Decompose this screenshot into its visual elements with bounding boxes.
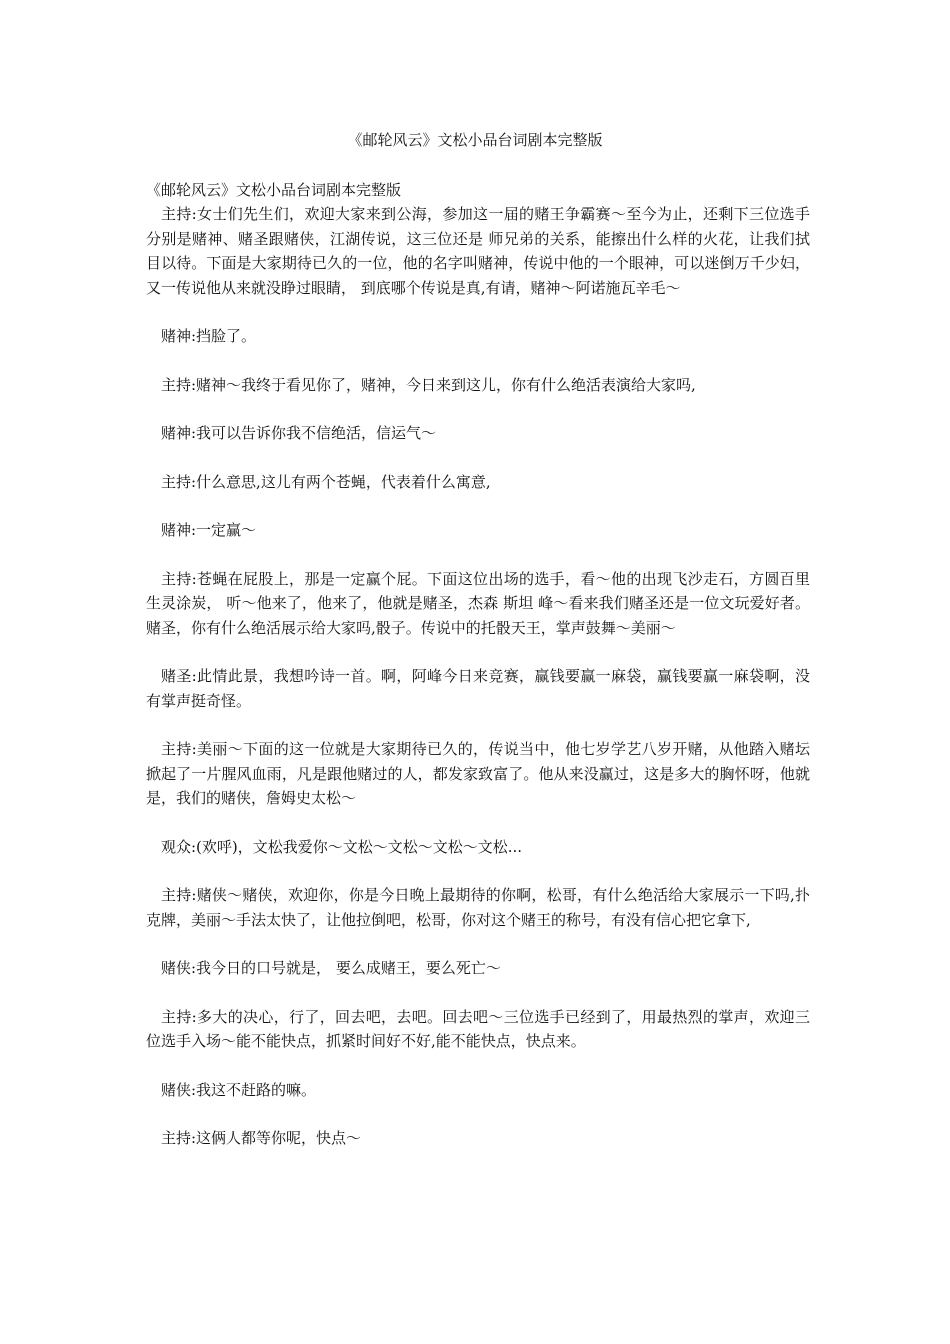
paragraph: 主持:女士们先生们，欢迎大家来到公海，参加这一届的赌王争霸赛～至今为止，还剩下三位选手分别是赌神、赌圣跟赌侠，江湖传说，这三位还是 师兄弟的关系，能擦出什么样的火花，让我们拭目以待。下面是大家期待已久的一位，他的名字叫赌神，传说中他的一个眼神，可以迷倒万千少妇，又一传说他从来就没睁过眼睛， 到底哪个传说是真,有请，赌神～阿诺施瓦辛毛～ [146, 205, 810, 297]
paragraph: 观众:(欢呼)，文松我爱你～文松～文松～文松～文松... [161, 837, 523, 856]
paragraph: 主持:这俩人都等你呢，快点～ [161, 1129, 362, 1147]
paragraph: 主持:美丽～下面的这一位就是大家期待已久的，传说当中，他七岁学艺八岁开赌，从他踏入赌坛掀起了一片腥风血雨，凡是跟他赌过的人，都发家致富了。他从来没赢过，这是多大的胸怀呀，他就是，我们的赌侠，詹姆史太松～ [146, 740, 810, 807]
paragraph: 赌圣:此情此景，我想吟诗一首。啊，阿峰今日来竞赛，赢钱要赢一麻袋，赢钱要赢一麻袋啊，没有掌声挺奇怪。 [146, 667, 810, 710]
paragraph: 主持:赌神～我终于看见你了，赌神，今日来到这儿，你有什么绝活表演给大家吗, [161, 375, 696, 394]
paragraph: 赌侠:我这不赶路的嘛。 [161, 1080, 317, 1099]
paragraph: 主持:多大的决心，行了，回去吧，去吧。回去吧～三位选手已经到了，用最热烈的掌声，欢迎三位选手入场～能不能快点，抓紧时间好不好,能不能快点，快点来。 [146, 1007, 810, 1050]
paragraph: 赌神:我可以告诉你我不信绝活，信运气～ [161, 424, 437, 442]
paragraph: 主持:苍蝇在屁股上，那是一定赢个屁。下面这位出场的选手，看～他的出现飞沙走石，方圆百里生灵涂炭， 听～他来了，他来了，他就是赌圣，杰森 斯坦 峰～看来我们赌圣还是一位文玩爱好者。赌圣，你有什么绝活展示给大家吗,骰子。传说中的托骰天王，掌声鼓舞～美丽～ [146, 569, 810, 637]
paragraph: 主持:赌侠～赌侠，欢迎你，你是今日晚上最期待的你啊，松哥，有什么绝活给大家展示一下吗,扑克牌，美丽～手法太快了，让他拉倒吧，松哥，你对这个赌王的称号，有没有信心把它拿下, [146, 886, 810, 929]
paragraph: 赌侠:我今日的口号就是， 要么成赌王，要么死亡～ [161, 959, 501, 977]
paragraph: 主持:什么意思,这儿有两个苍蝇，代表着什么寓意, [161, 472, 491, 491]
paragraph: 赌神:一定赢～ [161, 521, 257, 539]
document-body [146, 178, 810, 1175]
document-subtitle: 《邮轮风云》文松小品台词剧本完整版 [146, 181, 402, 199]
page-title: 《邮轮风云》文松小品台词剧本完整版 [347, 131, 603, 149]
paragraph: 赌神:挡脸了。 [161, 327, 257, 345]
